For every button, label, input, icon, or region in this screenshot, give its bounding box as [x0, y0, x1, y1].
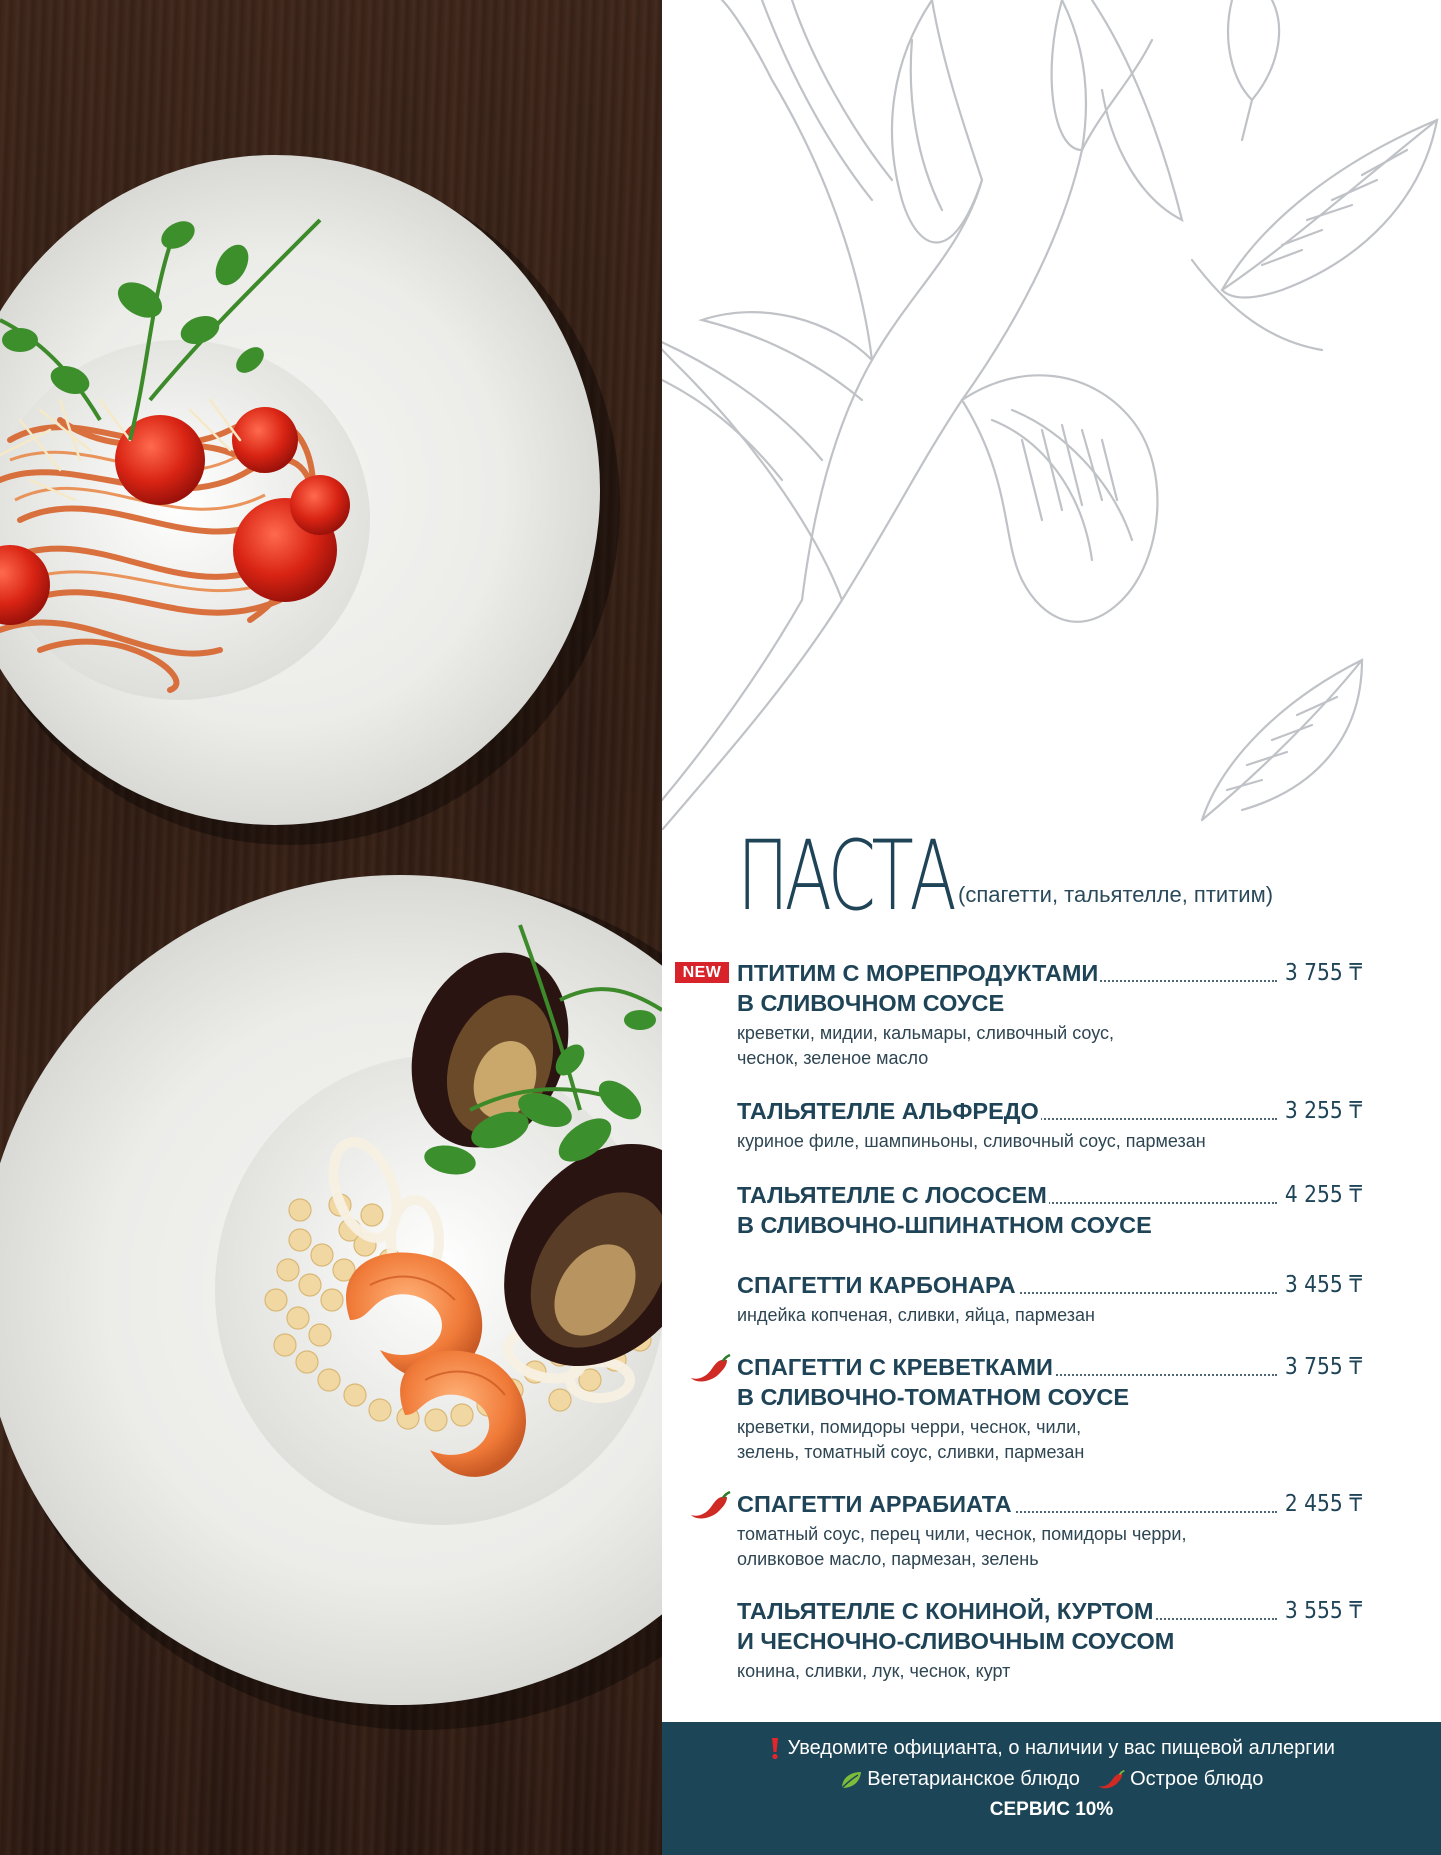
item-price: 2 455 ₸ — [1284, 1491, 1363, 1517]
item-description: куриное филе, шампиньоны, сливочный соус, пармезан — [737, 1131, 1206, 1151]
item-name-line2: И ЧЕСНОЧНО-СЛИВОЧНЫМ СОУСОМ — [737, 1628, 1175, 1654]
item-name: ТАЛЬЯТЕЛЛЕ С ЛОСОСЕМ — [737, 1182, 1047, 1208]
botanical-illustration — [662, 0, 1441, 830]
new-badge: NEW — [675, 962, 729, 983]
menu-item — [737, 1596, 1363, 1684]
item-name: СПАГЕТТИ С КРЕВЕТКАМИ — [737, 1354, 1053, 1380]
item-name: ТАЛЬЯТЕЛЛЕ АЛЬФРЕДО — [737, 1098, 1039, 1124]
allergy-notice — [662, 1735, 1441, 1761]
exclamation-icon — [768, 1738, 782, 1760]
menu-panel — [662, 0, 1441, 1855]
menu-item — [737, 1096, 1363, 1154]
item-description: оливковое масло, пармезан, зелень — [737, 1549, 1039, 1569]
item-price: 4 255 ₸ — [1284, 1182, 1363, 1208]
menu-item — [737, 1352, 1363, 1465]
vegetarian-label: Вегетарианское блюдо — [867, 1768, 1080, 1790]
item-price: 3 255 ₸ — [1284, 1098, 1363, 1124]
item-price: 3 755 ₸ — [1284, 960, 1363, 986]
chili-icon — [689, 1354, 731, 1384]
item-name: ТАЛЬЯТЕЛЛЕ С КОНИНОЙ, КУРТОМ — [737, 1598, 1154, 1624]
chili-icon — [1097, 1770, 1125, 1790]
spicy-label: Острое блюдо — [1130, 1768, 1264, 1790]
section-subtitle: (спагетти, тальятелле, птитим) — [958, 882, 1274, 907]
menu-item — [737, 1270, 1363, 1328]
menu-item — [682, 958, 1363, 1071]
item-description: чеснок, зеленое масло — [737, 1048, 929, 1068]
service-charge: СЕРВИС 10% — [989, 1799, 1114, 1820]
item-name-line2: В СЛИВОЧНО-ШПИНАТНОМ СОУСЕ — [737, 1212, 1152, 1238]
menu-item — [737, 1180, 1363, 1240]
menu-item — [737, 1489, 1363, 1572]
item-name: СПАГЕТТИ АРРАБИАТА — [737, 1491, 1012, 1517]
chili-icon — [689, 1491, 731, 1521]
item-name-line2: В СЛИВОЧНОМ СОУСЕ — [737, 990, 1005, 1016]
food-photo-illustration — [0, 0, 662, 1855]
food-photo — [0, 0, 662, 1855]
item-price: 3 555 ₸ — [1284, 1598, 1363, 1624]
item-name: СПАГЕТТИ КАРБОНАРА — [737, 1272, 1016, 1298]
section-header — [737, 820, 1417, 932]
legend — [662, 1766, 1441, 1792]
item-description: томатный соус, перец чили, чеснок, помидоры черри, — [737, 1524, 1187, 1544]
allergy-text: Уведомите официанта, о наличии у вас пищевой аллергии — [787, 1737, 1335, 1759]
footer — [662, 1722, 1441, 1855]
item-price: 3 755 ₸ — [1284, 1354, 1363, 1380]
item-price: 3 455 ₸ — [1284, 1272, 1363, 1298]
leaf-icon — [840, 1770, 862, 1790]
item-name: ПТИТИМ С МОРЕПРОДУКТАМИ — [737, 960, 1099, 986]
item-description: индейка копченая, сливки, яйца, пармезан — [737, 1305, 1095, 1325]
item-description: креветки, мидии, кальмары, сливочный соус, — [737, 1023, 1115, 1043]
item-name-line2: В СЛИВОЧНО-ТОМАТНОМ СОУСЕ — [737, 1384, 1129, 1410]
item-description: зелень, томатный соус, сливки, пармезан — [737, 1442, 1085, 1462]
section-title: ПАСТА — [737, 820, 953, 932]
item-description: креветки, помидоры черри, чеснок, чили, — [737, 1417, 1082, 1437]
item-description: конина, сливки, лук, чеснок, курт — [737, 1661, 1011, 1681]
